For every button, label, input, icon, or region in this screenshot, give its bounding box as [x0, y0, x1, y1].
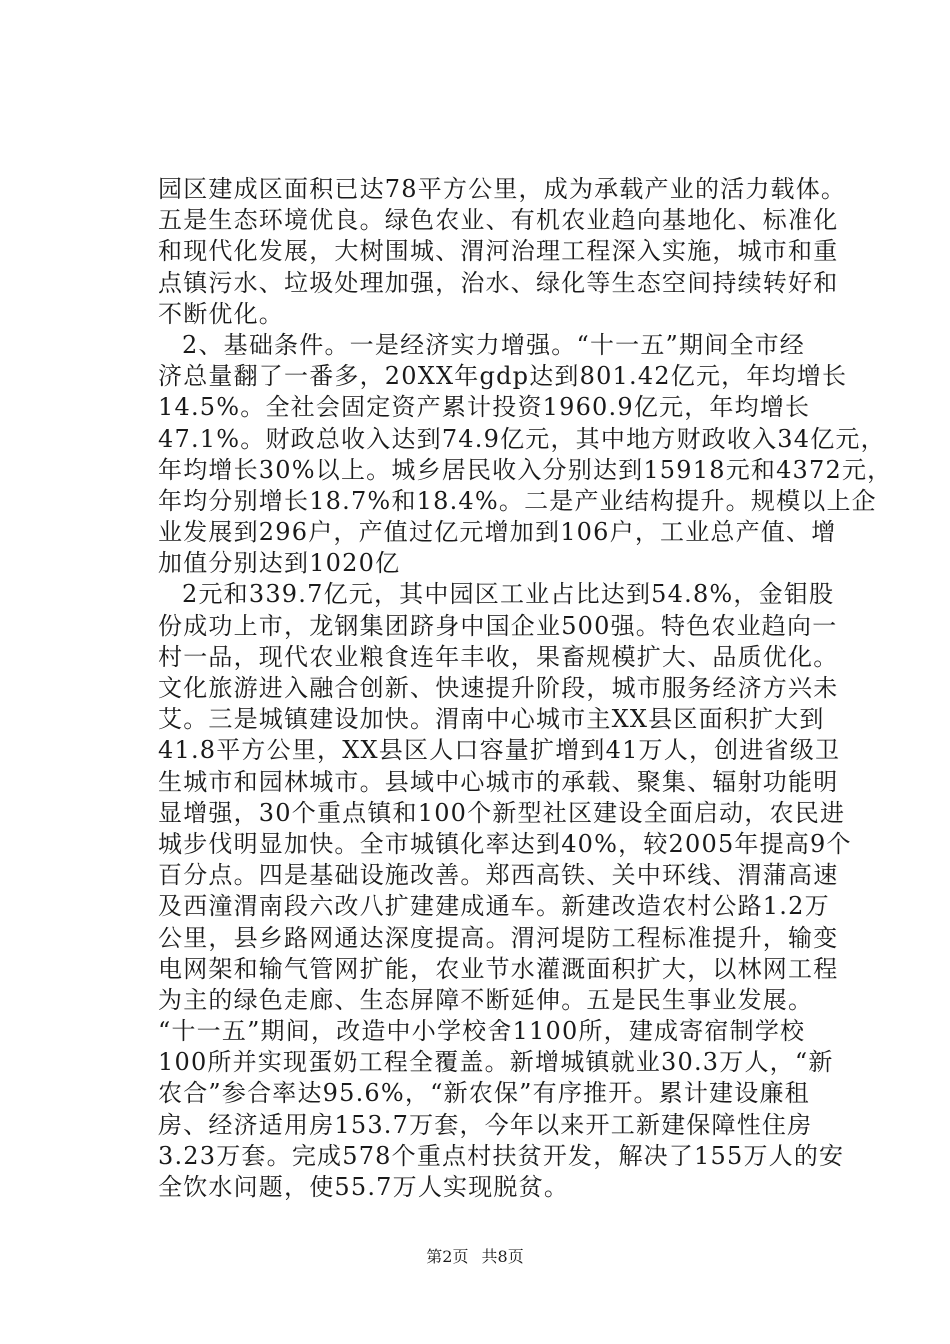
text-line: 电网架和输气管网扩能，农业节水灌溉面积扩大，以林网工程	[158, 954, 839, 983]
text-line: 14.5%。全社会固定资产累计投资1960.9亿元，年均增长	[158, 393, 811, 422]
text-line: 艾。三是城镇建设加快。渭南中心城市主XX县区面积扩大到	[158, 705, 825, 734]
text-line: 公里，县乡路网通达深度提高。渭河堤防工程标准提升，输变	[158, 923, 839, 952]
page-total: 共8页	[481, 1247, 524, 1266]
text-line: 显增强，30个重点镇和100个新型社区建设全面启动，农民进	[158, 798, 846, 827]
text-line: “十一五”期间，改造中小学校舍1100所，建成寄宿制学校	[158, 1017, 806, 1046]
text-line: 和现代化发展，大树围城、渭河治理工程深入实施，城市和重	[158, 237, 839, 266]
text-line: 农合”参合率达95.6%，“新农保”有序推开。累计建设廉租	[158, 1079, 810, 1108]
text-line: 3.23万套。完成578个重点村扶贫开发，解决了155万人的安	[158, 1141, 845, 1170]
text-line: 济总量翻了一番多，20XX年gdp达到801.42亿元，年均增长	[158, 362, 848, 391]
text-line: 加值分别达到1020亿	[158, 549, 401, 578]
text-line: 全饮水问题，使55.7万人实现脱贫。	[158, 1173, 570, 1201]
text-line: 园区建成区面积已达78平方公里，成为承载产业的活力载体。	[158, 175, 847, 203]
text-line: 2元和339.7亿元，其中园区工业占比达到54.8%，金钼股	[182, 580, 835, 609]
text-line: 2、基础条件。一是经济实力增强。“十一五”期间全市经	[182, 330, 806, 359]
text-line: 业发展到296户，产值过亿元增加到106户，工业总产值、增	[158, 518, 837, 547]
text-line: 文化旅游进入融合创新、快速提升阶段，城市服务经济方兴未	[158, 674, 839, 702]
text-line: 年均增长30%以上。城乡居民收入分别达到15918元和4372元，	[158, 455, 893, 484]
text-line: 41.8平方公里，XX县区人口容量扩增到41万人，创进省级卫	[158, 736, 841, 765]
text-line: 年均分别增长18.7%和18.4%。二是产业结构提升。规模以上企	[158, 486, 877, 515]
text-line: 不断优化。	[158, 299, 284, 328]
text-line: 城步伐明显加快。全市城镇化率达到40%，较2005年提高9个	[158, 829, 852, 858]
text-line: 百分点。四是基础设施改善。郑西高铁、关中环线、渭蒲高速	[158, 861, 839, 890]
document-body	[158, 174, 893, 1203]
text-line: 100所并实现蛋奶工程全覆盖。新增城镇就业30.3万人，“新	[158, 1048, 834, 1077]
text-line: 村一品，现代农业粮食连年丰收，果畜规模扩大、品质优化。	[158, 642, 839, 671]
text-line: 及西潼渭南段六改八扩建建成通车。新建改造农村公路1.2万	[158, 892, 830, 921]
text-line: 为主的绿色走廊、生态屏障不断延伸。五是民生事业发展。	[158, 985, 814, 1014]
text-line: 五是生态环境优良。绿色农业、有机农业趋向基地化、标准化	[158, 206, 839, 235]
page-footer	[0, 1244, 950, 1267]
page-number: 第2页	[426, 1247, 469, 1266]
text-line: 房、经济适用房153.7万套，今年以来开工新建保障性住房	[158, 1110, 813, 1139]
text-line: 份成功上市，龙钢集团跻身中国企业500强。特色农业趋向一	[158, 611, 838, 640]
text-line: 点镇污水、垃圾处理加强，治水、绿化等生态空间持续转好和	[158, 268, 839, 297]
text-line: 生城市和园林城市。县域中心城市的承载、聚集、辐射功能明	[158, 767, 839, 796]
text-line: 47.1%。财政总收入达到74.9亿元，其中地方财政收入34亿元，	[158, 424, 886, 453]
